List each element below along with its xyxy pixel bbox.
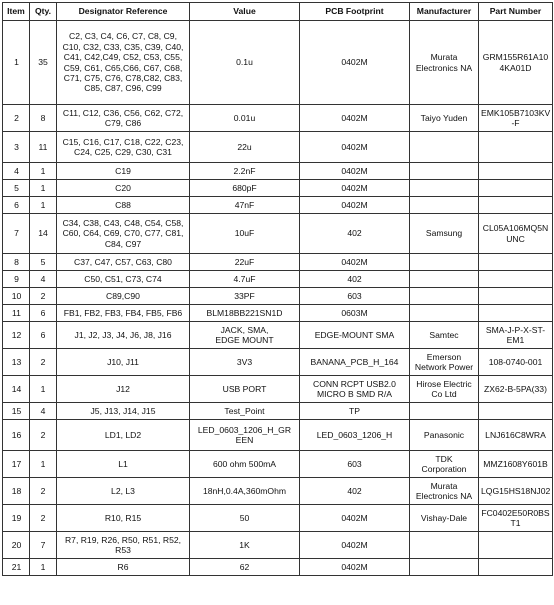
cell-value: 22u bbox=[190, 132, 300, 163]
bom-body bbox=[3, 21, 553, 576]
cell-manufacturer: Samtec bbox=[410, 322, 479, 349]
cell-manufacturer: Hirose Electric Co Ltd bbox=[410, 376, 479, 403]
cell-part-number bbox=[479, 132, 553, 163]
header-item: Item bbox=[3, 3, 30, 21]
cell-value: Test_Point bbox=[190, 403, 300, 420]
cell-part-number: GRM155R61A10 4KA01D bbox=[479, 21, 553, 105]
cell-item: 15 bbox=[3, 403, 30, 420]
cell-item: 10 bbox=[3, 288, 30, 305]
cell-designator: C11, C12, C36, C56, C62, C72, C79, C86 bbox=[57, 105, 190, 132]
header-designator: Designator Reference bbox=[57, 3, 190, 21]
cell-footprint: 0402M bbox=[300, 254, 410, 271]
cell-part-number: MMZ1608Y601B bbox=[479, 451, 553, 478]
table-row bbox=[3, 21, 553, 105]
table-row bbox=[3, 254, 553, 271]
cell-part-number bbox=[479, 559, 553, 576]
cell-designator: J12 bbox=[57, 376, 190, 403]
table-row bbox=[3, 451, 553, 478]
cell-designator: J1, J2, J3, J4, J6, J8, J16 bbox=[57, 322, 190, 349]
cell-footprint: 603 bbox=[300, 451, 410, 478]
cell-manufacturer bbox=[410, 305, 479, 322]
cell-manufacturer: Murata Electronics NA bbox=[410, 478, 479, 505]
cell-part-number bbox=[479, 197, 553, 214]
cell-qty: 2 bbox=[30, 505, 57, 532]
cell-part-number: ZX62-B-5PA(33) bbox=[479, 376, 553, 403]
cell-designator: J10, J11 bbox=[57, 349, 190, 376]
cell-footprint: 0402M bbox=[300, 105, 410, 132]
cell-item: 1 bbox=[3, 21, 30, 105]
cell-designator: C50, C51, C73, C74 bbox=[57, 271, 190, 288]
cell-designator: LD1, LD2 bbox=[57, 420, 190, 451]
cell-designator: C37, C47, C57, C63, C80 bbox=[57, 254, 190, 271]
cell-qty: 14 bbox=[30, 214, 57, 254]
cell-value: 1K bbox=[190, 532, 300, 559]
cell-footprint: 402 bbox=[300, 478, 410, 505]
cell-footprint: TP bbox=[300, 403, 410, 420]
table-row bbox=[3, 376, 553, 403]
cell-manufacturer bbox=[410, 532, 479, 559]
cell-qty: 2 bbox=[30, 478, 57, 505]
cell-part-number: 108-0740-001 bbox=[479, 349, 553, 376]
cell-qty: 1 bbox=[30, 559, 57, 576]
cell-designator: L2, L3 bbox=[57, 478, 190, 505]
cell-value: 3V3 bbox=[190, 349, 300, 376]
cell-footprint: 0402M bbox=[300, 21, 410, 105]
cell-footprint: 0402M bbox=[300, 559, 410, 576]
table-row bbox=[3, 505, 553, 532]
cell-item: 9 bbox=[3, 271, 30, 288]
cell-manufacturer bbox=[410, 559, 479, 576]
cell-designator: R7, R19, R26, R50, R51, R52, R53 bbox=[57, 532, 190, 559]
cell-designator: R10, R15 bbox=[57, 505, 190, 532]
cell-qty: 8 bbox=[30, 105, 57, 132]
cell-part-number bbox=[479, 532, 553, 559]
header-row bbox=[3, 3, 553, 21]
cell-footprint: 402 bbox=[300, 271, 410, 288]
cell-item: 17 bbox=[3, 451, 30, 478]
table-row bbox=[3, 322, 553, 349]
cell-item: 18 bbox=[3, 478, 30, 505]
cell-item: 5 bbox=[3, 180, 30, 197]
cell-part-number: CL05A106MQ5N UNC bbox=[479, 214, 553, 254]
cell-part-number bbox=[479, 271, 553, 288]
cell-designator: C89,C90 bbox=[57, 288, 190, 305]
cell-item: 8 bbox=[3, 254, 30, 271]
cell-designator: R6 bbox=[57, 559, 190, 576]
cell-footprint: EDGE-MOUNT SMA bbox=[300, 322, 410, 349]
cell-item: 13 bbox=[3, 349, 30, 376]
cell-manufacturer: Taiyo Yuden bbox=[410, 105, 479, 132]
cell-footprint: 0402M bbox=[300, 180, 410, 197]
cell-qty: 5 bbox=[30, 254, 57, 271]
cell-qty: 1 bbox=[30, 180, 57, 197]
cell-qty: 7 bbox=[30, 532, 57, 559]
table-row bbox=[3, 271, 553, 288]
cell-qty: 4 bbox=[30, 271, 57, 288]
cell-designator: J5, J13, J14, J15 bbox=[57, 403, 190, 420]
bom-table bbox=[2, 2, 553, 576]
cell-manufacturer: TDK Corporation bbox=[410, 451, 479, 478]
table-row bbox=[3, 163, 553, 180]
cell-value: 0.01u bbox=[190, 105, 300, 132]
cell-manufacturer: Samsung bbox=[410, 214, 479, 254]
cell-item: 12 bbox=[3, 322, 30, 349]
cell-qty: 1 bbox=[30, 197, 57, 214]
cell-item: 14 bbox=[3, 376, 30, 403]
cell-part-number: LQG15HS18NJ02 bbox=[479, 478, 553, 505]
cell-value: 22uF bbox=[190, 254, 300, 271]
cell-footprint: 0402M bbox=[300, 505, 410, 532]
cell-footprint: 0402M bbox=[300, 197, 410, 214]
cell-qty: 6 bbox=[30, 322, 57, 349]
cell-footprint: LED_0603_1206_H bbox=[300, 420, 410, 451]
cell-qty: 35 bbox=[30, 21, 57, 105]
cell-footprint: 0402M bbox=[300, 163, 410, 180]
cell-manufacturer: Vishay-Dale bbox=[410, 505, 479, 532]
table-row bbox=[3, 349, 553, 376]
cell-designator: C34, C38, C43, C48, C54, C58, C60, C64, C69, C70, C77, C81, C84, C97 bbox=[57, 214, 190, 254]
cell-part-number bbox=[479, 288, 553, 305]
cell-designator: FB1, FB2, FB3, FB4, FB5, FB6 bbox=[57, 305, 190, 322]
cell-item: 7 bbox=[3, 214, 30, 254]
cell-item: 19 bbox=[3, 505, 30, 532]
cell-designator: C20 bbox=[57, 180, 190, 197]
cell-manufacturer bbox=[410, 163, 479, 180]
cell-value: BLM18BB221SN1D bbox=[190, 305, 300, 322]
cell-footprint: 402 bbox=[300, 214, 410, 254]
cell-part-number bbox=[479, 254, 553, 271]
cell-item: 6 bbox=[3, 197, 30, 214]
header-qty: Qty. bbox=[30, 3, 57, 21]
cell-part-number: LNJ616C8WRA bbox=[479, 420, 553, 451]
cell-part-number bbox=[479, 403, 553, 420]
table-row bbox=[3, 180, 553, 197]
header-part-number: Part Number bbox=[479, 3, 553, 21]
cell-qty: 2 bbox=[30, 420, 57, 451]
cell-manufacturer bbox=[410, 271, 479, 288]
cell-designator: L1 bbox=[57, 451, 190, 478]
cell-value: 33PF bbox=[190, 288, 300, 305]
cell-footprint: 603 bbox=[300, 288, 410, 305]
table-row bbox=[3, 105, 553, 132]
cell-footprint: CONN RCPT USB2.0 MICRO B SMD R/A bbox=[300, 376, 410, 403]
cell-manufacturer: Panasonic bbox=[410, 420, 479, 451]
cell-qty: 4 bbox=[30, 403, 57, 420]
table-row bbox=[3, 403, 553, 420]
cell-value: 18nH,0.4A,360mOhm bbox=[190, 478, 300, 505]
cell-value: 2.2nF bbox=[190, 163, 300, 180]
cell-value: LED_0603_1206_H_GR EEN bbox=[190, 420, 300, 451]
cell-manufacturer: Emerson Network Power bbox=[410, 349, 479, 376]
cell-item: 3 bbox=[3, 132, 30, 163]
cell-value: 0.1u bbox=[190, 21, 300, 105]
cell-designator: C19 bbox=[57, 163, 190, 180]
cell-item: 16 bbox=[3, 420, 30, 451]
table-row bbox=[3, 305, 553, 322]
cell-qty: 6 bbox=[30, 305, 57, 322]
cell-part-number: SMA-J-P-X-ST- EM1 bbox=[479, 322, 553, 349]
cell-qty: 2 bbox=[30, 288, 57, 305]
cell-value: 50 bbox=[190, 505, 300, 532]
cell-value: 10uF bbox=[190, 214, 300, 254]
cell-manufacturer: Murata Electronics NA bbox=[410, 21, 479, 105]
cell-value: USB PORT bbox=[190, 376, 300, 403]
cell-item: 11 bbox=[3, 305, 30, 322]
cell-footprint: 0402M bbox=[300, 532, 410, 559]
cell-footprint: BANANA_PCB_H_164 bbox=[300, 349, 410, 376]
cell-manufacturer bbox=[410, 197, 479, 214]
cell-qty: 1 bbox=[30, 163, 57, 180]
table-row bbox=[3, 478, 553, 505]
table-row bbox=[3, 214, 553, 254]
cell-value: 680pF bbox=[190, 180, 300, 197]
cell-qty: 1 bbox=[30, 376, 57, 403]
cell-designator: C15, C16, C17, C18, C22, C23, C24, C25, C29, C30, C31 bbox=[57, 132, 190, 163]
table-row bbox=[3, 420, 553, 451]
table-row bbox=[3, 132, 553, 163]
cell-part-number bbox=[479, 163, 553, 180]
cell-manufacturer bbox=[410, 180, 479, 197]
cell-part-number bbox=[479, 305, 553, 322]
cell-value: 600 ohm 500mA bbox=[190, 451, 300, 478]
cell-value: 4.7uF bbox=[190, 271, 300, 288]
cell-manufacturer bbox=[410, 403, 479, 420]
table-row bbox=[3, 532, 553, 559]
cell-footprint: 0402M bbox=[300, 132, 410, 163]
cell-qty: 2 bbox=[30, 349, 57, 376]
cell-manufacturer bbox=[410, 288, 479, 305]
cell-item: 2 bbox=[3, 105, 30, 132]
cell-qty: 11 bbox=[30, 132, 57, 163]
cell-value: 47nF bbox=[190, 197, 300, 214]
cell-item: 21 bbox=[3, 559, 30, 576]
cell-value: 62 bbox=[190, 559, 300, 576]
cell-designator: C88 bbox=[57, 197, 190, 214]
table-row bbox=[3, 288, 553, 305]
table-row bbox=[3, 197, 553, 214]
cell-manufacturer bbox=[410, 254, 479, 271]
cell-item: 20 bbox=[3, 532, 30, 559]
table-row bbox=[3, 559, 553, 576]
header-value: Value bbox=[190, 3, 300, 21]
cell-qty: 1 bbox=[30, 451, 57, 478]
cell-designator: C2, C3, C4, C6, C7, C8, C9, C10, C32, C33, C35, C39, C40, C41, C42,C49, C52, C53, C55, C59, C61, C65,C66, C67, C68, C71, C75, C76, C78,C82, C83, C85, C87, C96, C99 bbox=[57, 21, 190, 105]
header-footprint: PCB Footprint bbox=[300, 3, 410, 21]
cell-manufacturer bbox=[410, 132, 479, 163]
cell-part-number: FC0402E50R0BS T1 bbox=[479, 505, 553, 532]
cell-part-number: EMK105B7103KV -F bbox=[479, 105, 553, 132]
cell-item: 4 bbox=[3, 163, 30, 180]
header-manufacturer: Manufacturer bbox=[410, 3, 479, 21]
cell-part-number bbox=[479, 180, 553, 197]
cell-value: JACK, SMA, EDGE MOUNT bbox=[190, 322, 300, 349]
cell-footprint: 0603M bbox=[300, 305, 410, 322]
